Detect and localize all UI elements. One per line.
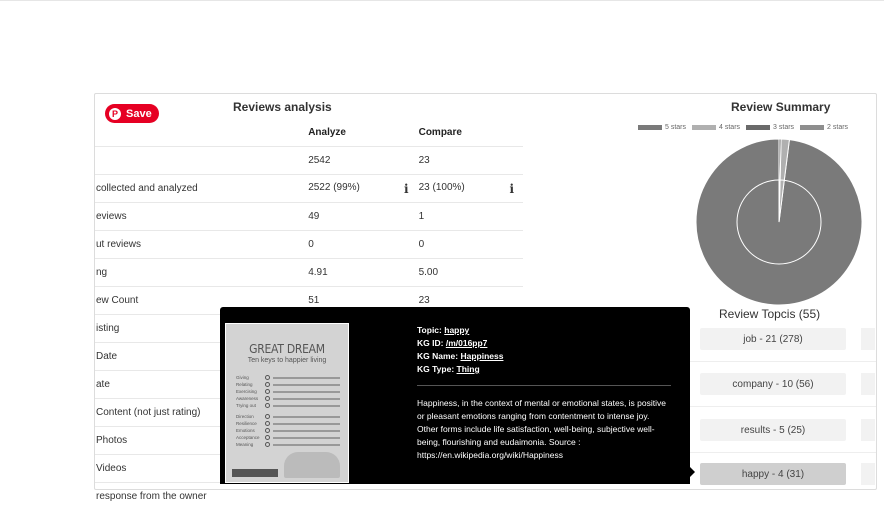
metric-column-header (95, 119, 307, 147)
topic-label: company - 10 (56) (732, 378, 814, 390)
legend-swatch (692, 125, 716, 130)
compare-value: 5.00 (418, 267, 439, 278)
legend-swatch (800, 125, 824, 130)
tooltip-arrow (690, 467, 695, 477)
topic-separator (687, 452, 876, 453)
metric-label (95, 147, 307, 175)
poster-key-row (236, 434, 340, 441)
poster-circle-icon (265, 428, 270, 433)
legend-label: 2 stars (827, 124, 849, 131)
poster-text-line (273, 398, 340, 400)
compare-value: 23 (418, 155, 430, 166)
legend-label: 4 stars (719, 124, 741, 131)
poster-key-list (236, 374, 340, 448)
compare-value: 0 (418, 239, 425, 250)
metric-compare-value (418, 203, 523, 231)
save-label: Save (126, 107, 152, 120)
compare-value: 1 (418, 211, 425, 222)
tooltip-divider (417, 385, 671, 386)
poster-circle-icon (265, 382, 270, 387)
kgname-value-link[interactable]: Happiness (460, 351, 504, 361)
topic-tooltip (220, 307, 690, 484)
poster-circle-icon (265, 389, 270, 394)
metrics-header-row (95, 119, 523, 147)
metric-label: collected and analyzed (95, 175, 307, 203)
metric-analyze-value (307, 147, 417, 175)
topic-stub[interactable] (861, 373, 875, 395)
topic-key: Topic: (417, 325, 442, 335)
poster-key: Acceptance (236, 435, 260, 440)
metric-compare-value (418, 259, 523, 287)
legend-swatch (746, 125, 770, 130)
topic-stub[interactable] (861, 419, 875, 441)
review-topics-title: Review Topcis (55) (719, 307, 821, 321)
metric-label: Photos (95, 427, 307, 455)
poster-circle-icon (265, 414, 270, 419)
metric-row (95, 259, 523, 287)
tooltip-description: Happiness, in the context of mental or emotional states, is positive or pleasant emotions ranging from contentment to intense joy. Other forms include life satisfaction, well-being, subjective well-being, flourishing and eudaimonia. Source : https://en.wikipedia.org/wiki/Happiness (417, 398, 666, 460)
analyze-value: 4.91 (308, 267, 328, 278)
poster-circle-icon (265, 375, 270, 380)
poster-key-row (236, 413, 340, 420)
poster-key-row (236, 381, 340, 388)
topic-stub[interactable] (861, 328, 875, 350)
poster-text-line (273, 430, 340, 432)
info-icon[interactable]: i (509, 181, 514, 196)
poster-circle-icon (265, 435, 270, 440)
kgid-key: KG ID: (417, 338, 444, 348)
topic-image (225, 323, 349, 483)
poster-text-line (273, 405, 340, 407)
poster-cloud (284, 452, 340, 478)
analyze-value: 49 (308, 211, 320, 222)
top-border (0, 0, 884, 1)
poster-key: Giving (236, 375, 249, 380)
poster-circle-icon (265, 403, 270, 408)
poster-circle-icon (265, 421, 270, 426)
topic-separator (687, 361, 876, 362)
metric-label: ew Count (95, 287, 307, 315)
metric-analyze-value (307, 259, 417, 287)
analyze-value: 2522 (99%) (308, 181, 360, 193)
kgid-value-link[interactable]: /m/016pp7 (445, 338, 488, 348)
legend-item[interactable] (800, 124, 848, 131)
poster-key-row (236, 395, 340, 402)
kgtype-key: KG Type: (417, 364, 455, 374)
metric-row (95, 483, 523, 511)
legend-item[interactable] (638, 124, 686, 131)
poster-text-line (273, 423, 340, 425)
poster-text-line (273, 391, 340, 393)
metric-label: Date (95, 343, 307, 371)
legend-item[interactable] (692, 124, 740, 131)
reviews-analysis-title: Reviews analysis (233, 100, 332, 114)
kgname-key: KG Name: (417, 351, 459, 361)
metric-label: ng (95, 259, 307, 287)
topic-separator (687, 406, 876, 407)
poster-key-row (236, 420, 340, 427)
compare-column-header: Compare (418, 127, 462, 138)
metric-analyze-value (307, 175, 417, 203)
poster-key-row (236, 374, 340, 381)
poster-text-line (273, 377, 340, 379)
poster-title: GREAT DREAM (249, 342, 325, 356)
analyze-value: 0 (308, 239, 314, 250)
metric-row (95, 175, 523, 203)
topic-label: job - 21 (278) (743, 333, 803, 345)
topic-pill-happy[interactable] (700, 463, 846, 485)
poster-text-line (273, 416, 340, 418)
poster-key: Direction (236, 414, 254, 419)
poster-circle-icon (265, 442, 270, 447)
topic-pill-job[interactable] (700, 328, 846, 350)
topic-stub[interactable] (861, 463, 875, 485)
analyze-value: 51 (308, 295, 320, 306)
metric-analyze-value (307, 483, 417, 511)
metric-compare-value (418, 231, 523, 259)
topic-label: happy - 4 (31) (741, 468, 805, 480)
tooltip-topic-row (417, 324, 503, 337)
metric-compare-value (418, 175, 523, 203)
legend-label: 3 stars (773, 124, 795, 131)
poster-key-row (236, 441, 340, 448)
analyze-column-header: Analyze (308, 127, 346, 138)
metric-compare-value (418, 483, 523, 511)
tooltip-kgid-row (417, 337, 503, 350)
kgtype-value-link[interactable]: Thing (456, 364, 480, 374)
analyze-value: 2542 (308, 155, 331, 166)
metric-label: isting (95, 315, 307, 343)
poster-key: Awareness (236, 396, 259, 401)
poster-key: Emotions (236, 428, 255, 433)
metric-analyze-value (307, 231, 417, 259)
metric-compare-value (418, 147, 523, 175)
review-summary-title: Review Summary (731, 100, 831, 114)
metric-label: eviews (95, 203, 307, 231)
compare-value: 23 (100%) (418, 181, 465, 193)
poster-badge (232, 469, 278, 477)
metric-label: ate (95, 371, 307, 399)
topic-value-link[interactable]: happy (444, 325, 470, 335)
metric-row (95, 147, 523, 175)
poster-circle-icon (265, 396, 270, 401)
topic-pill-company[interactable] (700, 373, 846, 395)
topic-label: results - 5 (25) (740, 424, 806, 436)
poster-key: Exercising (236, 389, 257, 394)
poster-key-row (236, 402, 340, 409)
poster-key: Trying out (236, 403, 256, 408)
topic-pill-results[interactable] (700, 419, 846, 441)
tooltip-kgtype-row (417, 363, 503, 376)
poster-subtitle: Ten keys to happier living (247, 357, 327, 364)
metric-label: Videos (95, 455, 307, 483)
poster-text-line (273, 444, 340, 446)
metric-row (95, 203, 523, 231)
legend-label: 5 stars (665, 124, 687, 131)
legend-swatch (638, 125, 662, 130)
review-summary-pie (695, 138, 863, 306)
metric-label: ut reviews (95, 231, 307, 259)
metric-label: response from the owner (95, 483, 307, 511)
metric-analyze-value (307, 203, 417, 231)
poster-key-row (236, 388, 340, 395)
legend-item[interactable] (746, 124, 794, 131)
tooltip-kgname-row (417, 350, 503, 363)
poster-key: Meaning (236, 442, 254, 447)
poster-text-line (273, 384, 340, 386)
poster-key: Relating (236, 382, 253, 387)
metric-label: Content (not just rating) (95, 399, 307, 427)
pinterest-icon: P (109, 108, 121, 120)
compare-value: 23 (418, 295, 430, 306)
pie-legend (638, 124, 848, 131)
poster-key-row (236, 427, 340, 434)
poster-key: Resilience (236, 421, 257, 426)
tooltip-metadata (417, 324, 503, 376)
info-icon[interactable]: i (404, 181, 409, 196)
metric-row (95, 231, 523, 259)
poster-text-line (273, 437, 340, 439)
